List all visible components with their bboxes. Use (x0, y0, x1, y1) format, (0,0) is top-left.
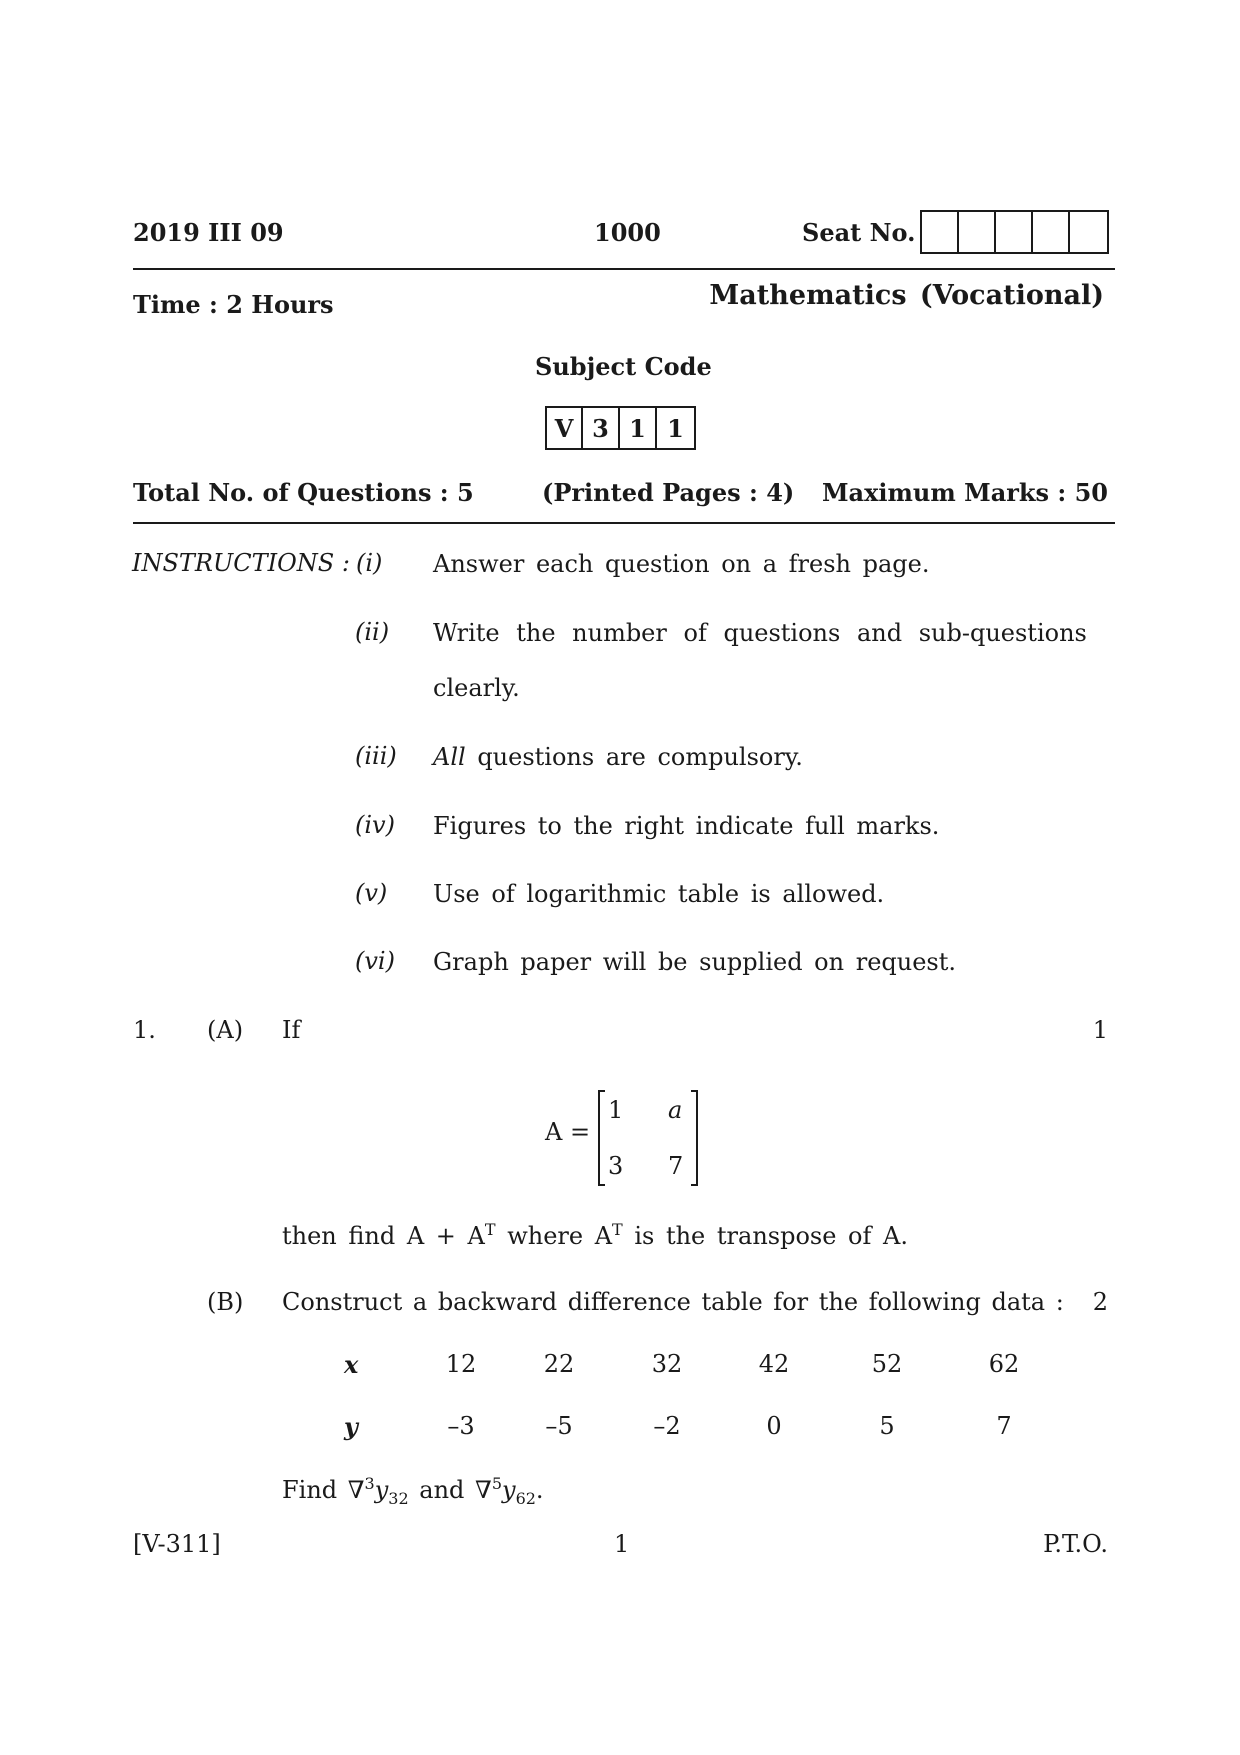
text-part: Find ∇ (282, 1476, 365, 1504)
matrix-cell: 1 (608, 1096, 624, 1124)
instructions-label: INSTRUCTIONS : (132, 549, 350, 577)
seat-box[interactable] (1070, 212, 1107, 252)
instruction-text: Write the number of questions and sub-questions (433, 619, 1087, 647)
subquestion-label: (B) (207, 1288, 244, 1316)
subquestion-label: (A) (207, 1016, 244, 1044)
question-text-continued (282, 1220, 908, 1250)
maximum-marks: Maximum Marks : 50 (821, 478, 1108, 507)
table-x-value: 62 (988, 1350, 1020, 1378)
page-number: 1 (614, 1530, 630, 1558)
instruction-text (433, 743, 803, 771)
table-x-label: x (344, 1350, 359, 1379)
instruction-number: (i) (356, 549, 383, 577)
left-bracket (598, 1090, 605, 1186)
seat-box[interactable] (1033, 212, 1070, 252)
table-x-value: 22 (543, 1350, 575, 1378)
matrix-lhs: A = (545, 1118, 591, 1146)
matrix-a (598, 1090, 698, 1186)
variable: y (502, 1476, 516, 1504)
table-x-value: 32 (651, 1350, 683, 1378)
please-turn-over: P.T.O. (1043, 1530, 1108, 1558)
instruction-text: Graph paper will be supplied on request. (433, 948, 957, 976)
instructions-divider (133, 522, 1115, 524)
instruction-number: (iii) (355, 742, 397, 770)
seat-box[interactable] (959, 212, 996, 252)
instruction-text-rest: questions are compulsory. (465, 743, 803, 771)
question-marks: 2 (1092, 1288, 1108, 1316)
table-y-label: y (344, 1412, 358, 1441)
seat-box[interactable] (922, 212, 959, 252)
matrix-cell: 7 (668, 1152, 684, 1180)
instruction-text: Answer each question on a fresh page. (433, 550, 930, 578)
instruction-number: (vi) (355, 947, 395, 975)
subscript: 32 (388, 1488, 409, 1508)
time-allowed: Time : 2 Hours (133, 290, 334, 319)
text-part: is the transpose of A. (622, 1222, 908, 1250)
question-find-text (282, 1474, 544, 1508)
text-part: where A (495, 1222, 613, 1250)
table-y-value: –3 (447, 1412, 475, 1440)
superscript: T (484, 1220, 496, 1239)
instruction-text-continued: clearly. (433, 674, 520, 702)
question-text: If (282, 1016, 301, 1044)
footer-code: [V-311] (133, 1530, 221, 1558)
printed-pages: (Printed Pages : 4) (542, 478, 795, 507)
seat-box[interactable] (996, 212, 1033, 252)
subject-code-char: 3 (583, 408, 620, 448)
table-x-value: 52 (871, 1350, 903, 1378)
subject-code-label: Subject Code (535, 352, 712, 381)
instruction-number: (iv) (355, 811, 395, 839)
matrix-cell: 3 (608, 1152, 624, 1180)
subject-code-boxes (545, 406, 696, 450)
table-y-value: 7 (996, 1412, 1012, 1440)
table-x-value: 12 (445, 1350, 477, 1378)
subject-title: Mathematics (Vocational) (709, 280, 1104, 311)
question-number: 1. (133, 1016, 156, 1044)
superscript: T (612, 1220, 623, 1239)
subject-code-char: 1 (620, 408, 657, 448)
total-questions: Total No. of Questions : 5 (133, 478, 474, 507)
table-y-value: –2 (653, 1412, 681, 1440)
subscript: 62 (515, 1488, 536, 1508)
subject-code-char: 1 (667, 413, 684, 443)
question-marks: 1 (1092, 1016, 1108, 1044)
text-part: then find A + A (282, 1222, 485, 1250)
instruction-emphasis: All (433, 743, 466, 771)
text-part: and ∇ (408, 1476, 492, 1504)
paper-count: 1000 (594, 218, 661, 247)
seat-number-boxes[interactable] (920, 210, 1109, 254)
right-bracket (691, 1090, 698, 1186)
matrix-cell: a (668, 1096, 683, 1124)
table-y-value: 5 (879, 1412, 895, 1440)
variable: y (374, 1476, 389, 1504)
superscript: 5 (491, 1474, 502, 1493)
paper-code: 2019 III 09 (133, 218, 284, 247)
table-y-value: 0 (766, 1412, 782, 1440)
question-text: Construct a backward difference table for the following data : (282, 1288, 1064, 1316)
instruction-number: (ii) (355, 618, 390, 646)
header-divider (133, 268, 1115, 270)
text-part: . (535, 1476, 544, 1504)
instruction-text: Use of logarithmic table is allowed. (433, 880, 885, 908)
instruction-text: Figures to the right indicate full marks. (433, 812, 940, 840)
subject-code-char: V (547, 408, 583, 448)
instruction-number: (v) (355, 879, 388, 907)
seat-label: Seat No. (802, 218, 916, 247)
table-x-value: 42 (758, 1350, 790, 1378)
table-y-value: –5 (545, 1412, 573, 1440)
superscript: 3 (364, 1474, 375, 1493)
